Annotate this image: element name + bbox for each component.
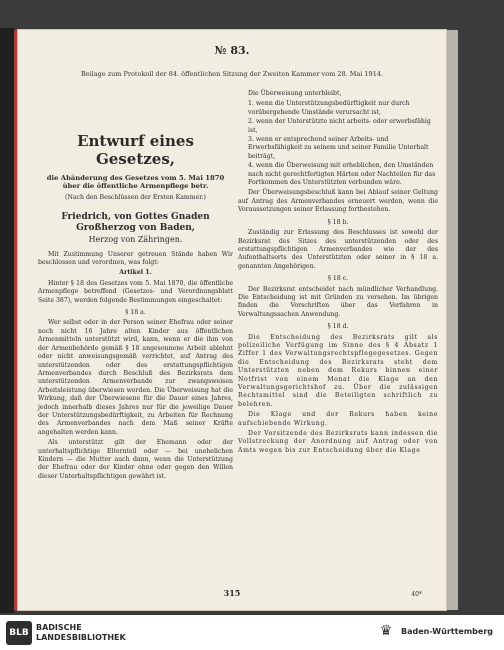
blb-line-2: LANDESBIBLIOTHEK <box>36 633 126 642</box>
section-18b-heading: § 18 b. <box>327 218 349 226</box>
preamble: Mit Zustimmung Unserer getreuen Stände haben Wir beschlossen und verordnen, was folgt: <box>38 250 233 267</box>
ruler-title: Herzog von Zähringen. <box>88 235 183 245</box>
section-18c-heading: § 18 c. <box>327 275 349 283</box>
section-18c-text: Der Bezirksrat entscheidet nach mündlicher Verhandlung. Die Entscheidung ist mit Gründen zu versehen. Im übrigen finden die Vorschriften über das Verfahren in Verwaltungssachen Anwendung. <box>238 285 438 318</box>
blb-logo-icon[interactable]: BLB <box>6 621 32 645</box>
renewal-paragraph: Der Überweisungsbeschluß kann bei Ablauf seiner Geltung auf Antrag des Armenverbandes erneuert werden, wenn die Voraussetzungen seiner Erlassung fortbestehen. <box>238 189 438 214</box>
law-title: Entwurf eines Gesetzes, <box>77 132 194 168</box>
list-item: 3. wenn er entsprechend seiner Arbeits- und Erwerbsfähigkeit zu seinem und seiner Familie Unterhalt beiträgt, <box>248 136 429 160</box>
blb-line-1: BADISCHE <box>36 623 82 632</box>
bw-name[interactable]: Baden-Württemberg <box>401 627 494 636</box>
law-subtitle: die Abänderung des Gesetzes vom 5. Mai 1870 über die öffentliche Armenpflege betr. <box>46 174 225 191</box>
article-heading: Artikel 1. <box>119 269 152 277</box>
book-binding <box>0 28 14 613</box>
section-18a-text: Wer selbst oder in der Person seiner Ehefrau oder seiner noch nicht 16 Jahre alten Kinder aus öffentlichen Armenmitteln unterstützt wird, kann, wenn er die ihm von der Armenbehörde gemäß § 18 angesonnene Arbeit ablehnt oder nicht anweisungsgemäß verrichtet, auf Antrag des unterstützenden oder des erstattungspflichtigen Armenverbandes durch Beschluß des Bezirksrats dem unterstützenden Armenverbande zur zwangsweisen Arbeitsleistung überwiesen werden. Die Überweisung hat die Wirkung, daß der Überwiesene für die Dauer eines Jahres, jedoch innerhalb dieses Jahres nur für die jeweilige Dauer der Unterstützungsbedürftigkeit, zu Arbeiten für Rechnung des Armenverbandes nach dem Maß seiner Kräfte angehalten werden kann. <box>38 319 233 436</box>
exceptions-list <box>238 100 438 187</box>
section-18d-text-2: Die Klage und der Rekurs haben keine aufschiebende Wirkung. <box>238 411 438 427</box>
left-column <box>38 90 233 481</box>
right-column <box>238 90 438 455</box>
section-18d-text: Die Entscheidung des Bezirksrats gilt als polizeiliche Verfügung im Sinne des § 4 Absatz 1 Ziffer 1 des Verwaltungsrechtspflegegesetzes. Gegen die Entscheidung des Bezirksrats steht dem Unterstützten neben dem Rekurs binnen einer Notfrist von einem Monat die Klage an den Verwaltungsgerichtshof zu. Über die zulässigen Rechtsmittel sind die Beteiligten schriftlich zu belehren. <box>238 333 438 408</box>
viewer-footer <box>0 615 504 650</box>
page-number: 315 <box>223 588 241 598</box>
page-right-strip <box>446 30 458 610</box>
sheet-signature: 40* <box>411 591 422 598</box>
section-18d-text-3: Der Vorsitzende des Bezirksrats kann indessen die Vollstreckung der Anordnung auf Antrag oder von Amts wegen bis zur Entscheidung über die Klage <box>238 430 438 454</box>
section-18a-heading: § 18 a. <box>125 309 146 317</box>
lion-crest-icon[interactable]: ♛ <box>379 623 393 639</box>
blb-name[interactable] <box>36 623 126 643</box>
document-page <box>18 30 446 610</box>
list-item: 4. wenn die Überweisung mit erheblichen, den Umständen nach nicht gerechtfertigten Härten oder Nachteilen für das Fortkommen des Unterstützten verbunden wäre. <box>248 162 436 187</box>
law-note: (Nach den Beschlüssen der Ersten Kammer.) <box>65 193 206 201</box>
supplement-line: Beilage zum Protokoll der 84. öffentlichen Sitzung der Zweiten Kammer vom 28. Mai 1914. <box>80 70 384 78</box>
exceptions-intro: Die Überweisung unterbleibt, <box>248 90 342 97</box>
section-18b-text: Zuständig zur Erlassung des Beschlusses ist sowohl der Bezirksrat des Sitzes des unterstützenden oder des erstattungspflichtigen Armenverbandes wie der des Aufenthaltsorts des Unterstützten oder seiner in § 18 a. genannten Angehörigen. <box>238 229 438 270</box>
article-text: Hinter § 18 des Gesetzes vom 5. Mai 1870, die öffentliche Armenpflege betreffend (Gesetzes- und Verordnungsblatt Seite 387), werden folgende Bestimmungen eingeschaltet: <box>38 279 233 304</box>
document-number: № 83. <box>214 44 250 57</box>
list-item: 2. wenn der Unterstützte nicht arbeits- oder erwerbsfähig ist, <box>248 118 431 134</box>
section-18a-text-2: Als unterstützt gilt der Ehemann oder der unterhaltspflichtige Elternteil oder — bei unehelichen Kindern — die Mutter auch dann, wenn die Unterstützung der Ehefrau oder der Kinder ohne oder gegen den Willen dieser Unterhaltspflichtigen gewährt ist. <box>38 439 233 480</box>
ruler-name: Friedrich, von Gottes Gnaden Großherzog von Baden, <box>61 212 210 234</box>
list-item: 1. wenn die Unterstützungsbedürftigkeit nur durch vorübergehende Umstände verursacht ist, <box>248 100 410 116</box>
section-18d-heading: § 18 d. <box>327 323 349 331</box>
